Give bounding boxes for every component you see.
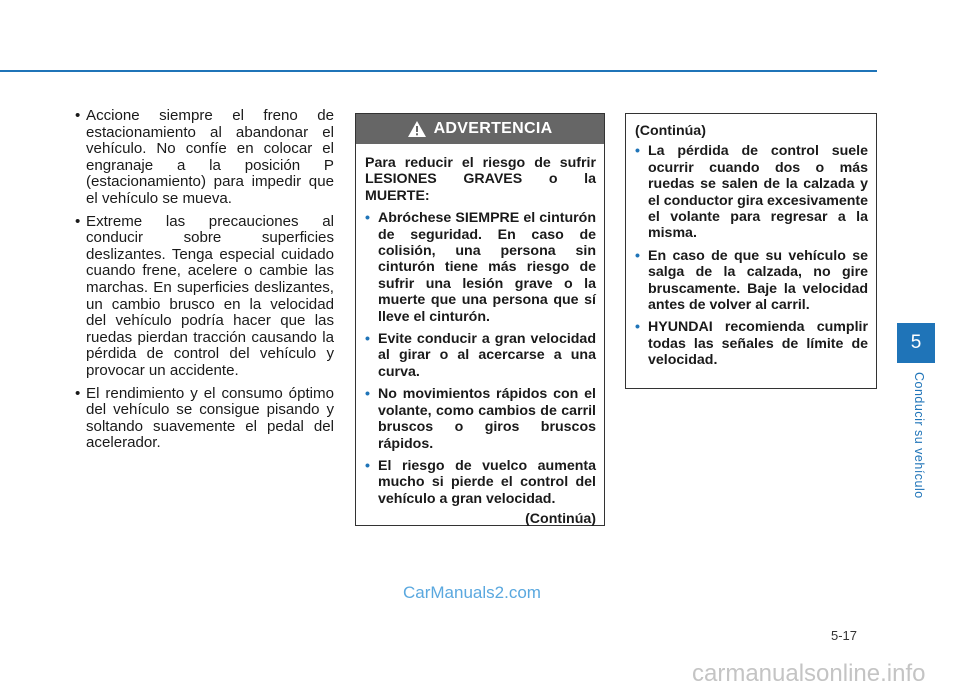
watermark-bottom: carmanualsonline.info <box>692 660 926 687</box>
warning-triangle-icon <box>408 121 426 137</box>
chapter-label: Conducir su vehículo <box>912 372 926 499</box>
list-item: • La pérdida de control suele ocurrir cuando dos o más ruedas se salen de la calzada y el conductor gira excesivamente el volante para regresar a la misma. <box>635 143 868 242</box>
warning-body <box>356 144 604 528</box>
left-bullet-list <box>75 108 334 452</box>
warning-box <box>355 113 605 526</box>
watermark-top: CarManuals2.com <box>403 583 541 602</box>
left-column <box>75 108 334 458</box>
list-item: • El riesgo de vuelco aumenta mucho si pierde el control del vehículo a gran velocidad. <box>365 457 596 507</box>
bullet-dot: • <box>365 331 370 348</box>
chapter-tab: 5 <box>897 323 935 363</box>
warning-intro: Para reducir el riesgo de sufrir LESIONES GRAVES o la MUERTE: <box>365 155 596 204</box>
bullet-dot: • <box>365 210 370 227</box>
bullet-dot: • <box>635 143 640 160</box>
list-item: • Abróchese SIEMPRE el cinturón de seguridad. En caso de colisión, una persona sin cinturón tiene más riesgo de sufrir una lesión grave o la muerte que una persona que sí lleve el cinturón. <box>365 210 596 325</box>
page-number: 5-17 <box>831 628 858 643</box>
bullet-dot: • <box>75 384 81 402</box>
bullet-dot: • <box>365 457 370 474</box>
warning-title: ADVERTENCIA <box>433 120 553 137</box>
list-item: • En caso de que su vehículo se salga de la calzada, no gire bruscamente. Baje la velocidad antes de volver al carril. <box>635 247 868 314</box>
bullet-dot: • <box>75 107 81 124</box>
continued-heading: (Continúa) <box>635 123 706 139</box>
list-item: • El rendimiento y el consumo óptimo del vehículo se consigue pisando y soltando suavemente el pedal del acelerador. <box>75 384 334 452</box>
list-item: • Accione siempre el freno de estacionamiento al abandonar el vehículo. No confíe en colocar el engranaje a la posición P (estacionamiento) para impedir que el vehículo se mueva. <box>75 107 334 207</box>
list-item: • Evite conducir a gran velocidad al girar o al acercarse a una curva. <box>365 331 596 380</box>
warning-header <box>356 114 604 144</box>
continued-note: (Continúa) <box>525 511 596 528</box>
list-item: • Extreme las precauciones al conducir sobre superficies deslizantes. Tenga especial cuidado cuando frene, acelere o cambie las marchas. En superficies deslizantes, un cambio brusco en la velocidad del vehículo podría hacer que las ruedas pierdan tracción causando la pérdida de control del vehículo y provocar un accidente. <box>75 212 334 379</box>
bullet-dot: • <box>75 212 81 230</box>
warning-list <box>365 210 596 507</box>
bullet-dot: • <box>365 386 370 403</box>
list-item: • No movimientos rápidos con el volante, como cambios de carril bruscos o giros bruscos rápidos. <box>365 386 596 452</box>
continued-box <box>625 113 877 389</box>
bullet-dot: • <box>635 247 640 264</box>
bullet-dot: • <box>635 319 640 336</box>
continued-list <box>635 143 868 368</box>
top-rule <box>0 70 877 72</box>
list-item: • HYUNDAI recomienda cumplir todas las señales de límite de velocidad. <box>635 319 868 369</box>
